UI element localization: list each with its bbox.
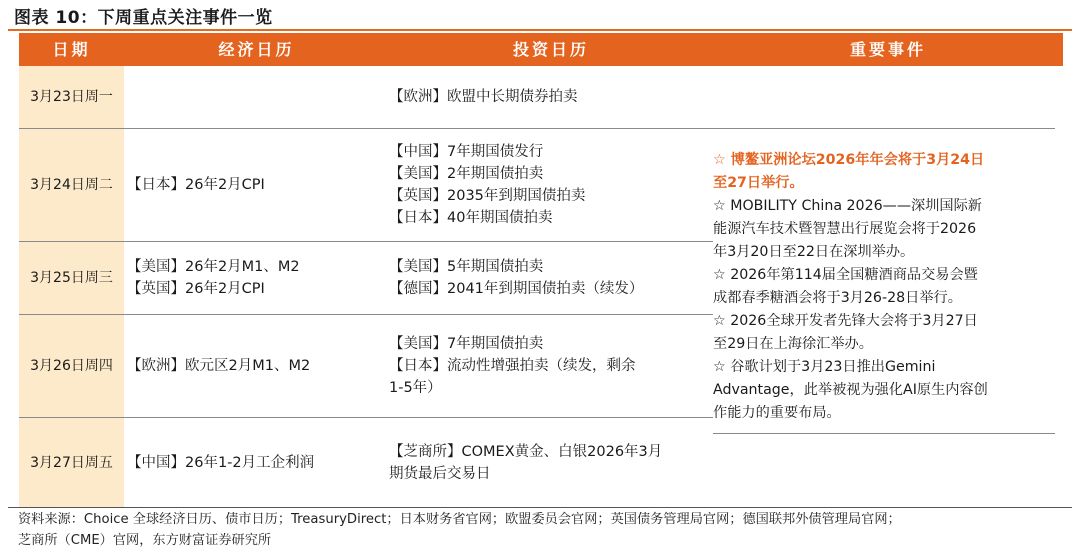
title-rule xyxy=(8,29,1072,31)
event-line: ☆ 2026年第114届全国糖酒商品交易会暨 xyxy=(713,267,978,283)
investment-cell xyxy=(389,315,711,417)
event-line: 年3月20日至22日在深圳举办。 xyxy=(713,244,915,260)
event-line: Advantage，此举被视为强化AI原生内容创 xyxy=(713,382,988,398)
investment-item: 【美国】5年期国债拍卖 xyxy=(389,259,544,275)
key-events-cell xyxy=(713,128,1055,434)
investment-item: 【日本】流动性增强拍卖（续发，剩余 xyxy=(389,358,636,374)
event-line: ☆ 2026全球开发者先锋大会将于3月27日 xyxy=(713,313,978,329)
economic-cell xyxy=(127,129,385,241)
source-rule xyxy=(8,507,1072,508)
event-line: ☆ MOBILITY China 2026——深圳国际新 xyxy=(713,198,982,214)
investment-item: 【中国】7年期国债发行 xyxy=(389,144,544,160)
table-row xyxy=(19,66,713,128)
investment-item: 【德国】2041年到期国债拍卖（续发） xyxy=(389,281,644,297)
investment-item: 1-5年） xyxy=(389,380,442,396)
row-date: 3月23日周一 xyxy=(30,89,113,105)
investment-item: 【美国】7年期国债拍卖 xyxy=(389,336,544,352)
event-line: 至27日举行。 xyxy=(713,175,804,191)
event-line: 能源汽车技术暨智慧出行展览会将于2026 xyxy=(713,221,977,237)
row-date: 3月27日周五 xyxy=(30,454,113,471)
economic-item: 【英国】26年2月CPI xyxy=(127,281,265,297)
table-row xyxy=(19,129,713,241)
economic-cell xyxy=(127,315,385,417)
table-row xyxy=(19,418,713,507)
header-investment: 投资日历 xyxy=(512,40,589,59)
event-line: 作能力的重要布局。 xyxy=(713,405,841,421)
investment-item: 【芝商所】COMEX黄金、白银2026年3月 xyxy=(389,443,663,460)
economic-item: 【中国】26年1-2月工企利润 xyxy=(127,454,315,471)
row-date: 3月24日周二 xyxy=(30,177,113,193)
events-table xyxy=(19,33,1063,507)
investment-item: 【英国】2035年到期国债拍卖 xyxy=(389,188,586,204)
table-row xyxy=(19,242,713,314)
table-row xyxy=(19,315,713,417)
event-line: 成都春季糖酒会将于3月26-28日举行。 xyxy=(713,290,962,306)
event-line: ☆ 谷歌计划于3月23日推出Gemini xyxy=(713,359,936,375)
row-date: 3月26日周四 xyxy=(30,358,113,374)
header-events: 重要事件 xyxy=(849,40,926,59)
economic-cell xyxy=(127,242,385,314)
header-date: 日期 xyxy=(52,40,91,59)
figure-title: 图表 10：下周重点关注事件一览 xyxy=(14,8,273,28)
source-line: 芝商所（CME）官网，东方财富证券研究所 xyxy=(18,533,272,548)
source-line: 资料来源：Choice 全球经济日历、债市日历；TreasuryDirect；日本财务省官网；欧盟委员会官网；英国债务管理局官网；德国联邦外债管理局官网； xyxy=(18,512,901,527)
event-line: 至29日在上海徐汇举办。 xyxy=(713,336,873,352)
row-date: 3月25日周三 xyxy=(30,270,113,286)
investment-item: 【日本】40年期国债拍卖 xyxy=(389,210,553,226)
investment-item: 【欧洲】欧盟中长期债券拍卖 xyxy=(389,89,578,105)
event-line: ☆ 博鳌亚洲论坛2026年年会将于3月24日 xyxy=(713,152,985,168)
header-economic: 经济日历 xyxy=(218,40,295,59)
investment-item: 期货最后交易日 xyxy=(389,465,491,482)
investment-cell xyxy=(389,66,711,128)
table-header xyxy=(19,33,1063,66)
investment-item: 【美国】2年期国债拍卖 xyxy=(389,166,544,182)
source-note xyxy=(18,509,1068,551)
economic-item: 【美国】26年2月M1、M2 xyxy=(127,259,300,275)
economic-cell xyxy=(127,418,385,507)
economic-item: 【欧洲】欧元区2月M1、M2 xyxy=(127,358,311,374)
investment-cell xyxy=(389,418,711,507)
investment-cell xyxy=(389,242,711,314)
investment-cell xyxy=(389,129,711,241)
economic-item: 【日本】26年2月CPI xyxy=(127,177,265,193)
